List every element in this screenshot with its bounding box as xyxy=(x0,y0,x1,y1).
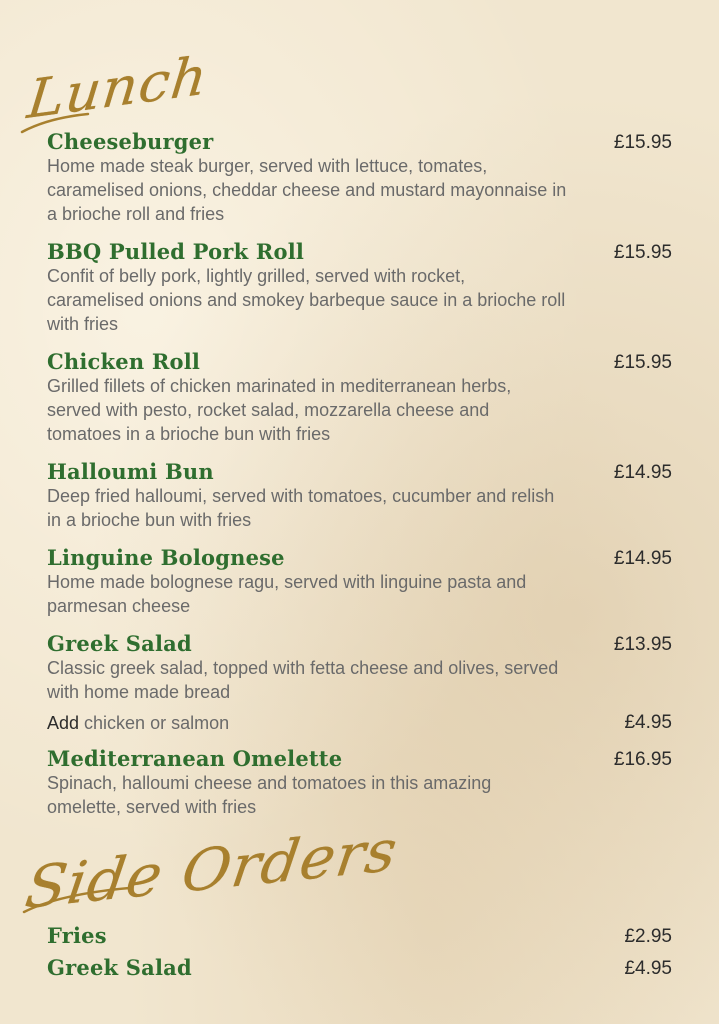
item-name: Mediterranean Omelette xyxy=(47,746,343,771)
item-name: Halloumi Bun xyxy=(47,459,214,484)
addon-text: chicken or salmon xyxy=(79,713,230,733)
item-price: £15.95 xyxy=(613,242,672,263)
item-price: £16.95 xyxy=(613,749,672,770)
item-description: Confit of belly pork, lightly grilled, served with rocket, caramelised onions and smokey barbeque sauce in a brioche roll with fries xyxy=(47,266,566,334)
item-description: Deep fried halloumi, served with tomatoes, cucumber and relish in a brioche bun with fries xyxy=(47,486,555,530)
menu-item-halloumi-bun xyxy=(47,460,672,532)
item-name: Greek Salad xyxy=(47,631,192,656)
item-price: £14.95 xyxy=(613,548,672,569)
lunch-heading: Lunch xyxy=(24,44,212,131)
menu-item-linguine-bolognese xyxy=(47,546,672,618)
side-orders-heading: Side Orders xyxy=(21,816,403,922)
item-description: Classic greek salad, topped with fetta cheese and olives, served with home made bread xyxy=(47,658,559,702)
item-name: Chicken Roll xyxy=(47,349,201,374)
side-item-fries xyxy=(47,924,672,948)
addon-price: £4.95 xyxy=(624,712,672,733)
menu-item-mediterranean-omelette xyxy=(47,747,672,819)
greek-salad-addon xyxy=(47,711,672,735)
item-name: Linguine Bolognese xyxy=(47,545,285,570)
item-price: £4.95 xyxy=(624,958,672,979)
item-name: Fries xyxy=(47,923,107,948)
item-price: £15.95 xyxy=(613,352,672,373)
item-price: £2.95 xyxy=(624,926,672,947)
item-description: Spinach, halloumi cheese and tomatoes in this amazing omelette, served with fries xyxy=(47,773,492,817)
side-item-greek-salad xyxy=(47,956,672,980)
menu-item-chicken-roll xyxy=(47,350,672,446)
menu-item-bbq-pulled-pork-roll xyxy=(47,240,672,336)
item-price: £14.95 xyxy=(613,462,672,483)
addon-label: Add xyxy=(47,713,80,733)
item-name: BBQ Pulled Pork Roll xyxy=(47,239,305,264)
item-description: Home made bolognese ragu, served with linguine pasta and parmesan cheese xyxy=(47,572,527,616)
item-description: Home made steak burger, served with lettuce, tomates, caramelised onions, cheddar cheese and mustard mayonnaise in a brioche roll and fries xyxy=(47,156,567,224)
item-name: Greek Salad xyxy=(47,955,192,980)
item-name: Cheeseburger xyxy=(47,129,214,154)
item-price: £15.95 xyxy=(613,132,672,153)
menu-item-cheeseburger xyxy=(47,130,672,226)
item-price: £13.95 xyxy=(613,634,672,655)
heading-swash-icon xyxy=(20,880,140,920)
item-description: Grilled fillets of chicken marinated in mediterranean herbs, served with pesto, rocket salad, mozzarella cheese and tomatoes in a brioche bun with fries xyxy=(47,376,512,444)
menu-item-greek-salad xyxy=(47,632,672,704)
